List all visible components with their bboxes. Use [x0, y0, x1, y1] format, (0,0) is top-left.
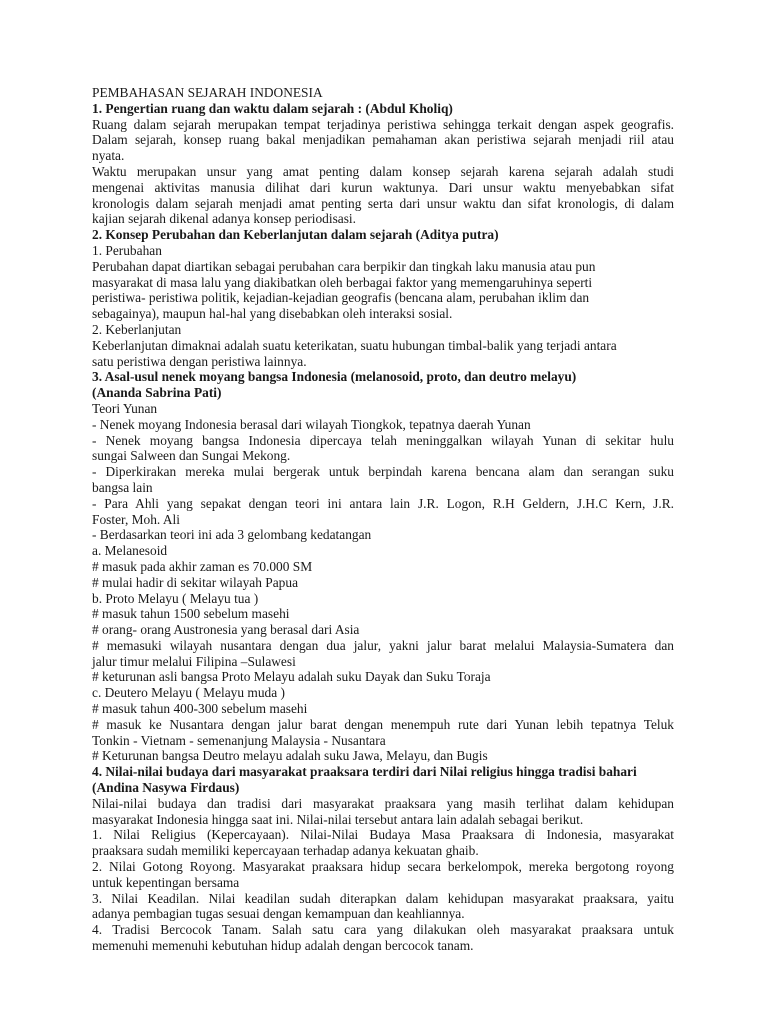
text-line: Nilai-nilai budaya dan tradisi dari masyarakat praaksara yang masih terlihat dalam kehidupan [92, 795, 674, 811]
section-heading-line: (Andina Nasywa Firdaus) [92, 780, 240, 796]
text-line: - Berdasarkan teori ini ada 3 gelombang kedatangan [92, 527, 372, 543]
text-line: Foster, Moh. Ali [92, 511, 180, 527]
text-line: 4. Tradisi Bercocok Tanam. Salah satu cara yang dilakukan oleh masyarakat praaksara untuk [92, 922, 674, 938]
text-line: mengenai aktivitas manusia dilihat dari kurun waktunya. Dari unsur waktu menyebabkan sifat [92, 179, 674, 195]
text-line: satu peristiwa dengan peristiwa lainnya. [92, 353, 307, 369]
text-line: Waktu merupakan unsur yang amat penting dalam konsep sejarah karena sejarah adalah studi [92, 163, 674, 179]
text-line: jalur timur melalui Filipina –Sulawesi [92, 653, 296, 669]
text-line: sebagainya), maupun hal-hal yang disebabkan oleh interaksi sosial. [92, 306, 453, 322]
text-line: # masuk tahun 1500 sebelum masehi [92, 606, 290, 622]
document-body [92, 85, 674, 954]
text-line: a. Melanesoid [92, 543, 168, 559]
text-line: bangsa lain [92, 479, 153, 495]
text-line: nyata. [92, 148, 125, 164]
text-line: - Nenek moyang Indonesia berasal dari wilayah Tiongkok, tepatnya daerah Yunan [92, 416, 531, 432]
text-line: untuk kepentingan bersama [92, 874, 240, 890]
text-line: sungai Salween dan Sungai Mekong. [92, 448, 291, 464]
section-heading-line: 4. Nilai-nilai budaya dari masyarakat praaksara terdiri dari Nilai religius hingga tradisi bahari [92, 764, 637, 780]
document-title: PEMBAHASAN SEJARAH INDONESIA [92, 85, 323, 100]
text-line: b. Proto Melayu ( Melayu tua ) [92, 590, 259, 606]
text-line: Dalam sejarah, konsep ruang bakal menjadikan pemahaman akan peristiwa sejarah menjadi riil atau [92, 132, 674, 148]
text-line: kronologis dalam sejarah menjadi amat penting serta dari unsur waktu dan sifat kronologis, di dalam [92, 195, 674, 211]
text-line: - Para Ahli yang sepakat dengan teori ini antara lain J.R. Logon, R.H Geldern, J.H.C Kern, J.R. [92, 495, 674, 511]
text-line: 1. Nilai Religius (Kepercayaan). Nilai-Nilai Budaya Masa Praaksara di Indonesia, masyarakat [92, 827, 674, 843]
text-line: # keturunan asli bangsa Proto Melayu adalah suku Dayak dan Suku Toraja [92, 669, 491, 685]
section-heading-line: 3. Asal-usul nenek moyang bangsa Indonesia (melanosoid, proto, dan deutro melayu) [92, 369, 577, 385]
text-line: adanya pembagian tugas sesuai dengan kemampuan dan keahliannya. [92, 906, 465, 922]
text-line: Keberlanjutan dimaknai adalah suatu keterikatan, suatu hubungan timbal-balik yang terjadi antara [92, 337, 617, 353]
text-line: # mulai hadir di sekitar wilayah Papua [92, 574, 299, 590]
text-line: 2. Nilai Gotong Royong. Masyarakat praaksara hidup secara berkelompok, mereka bergotong royong [92, 859, 674, 875]
section-heading-line: (Ananda Sabrina Pati) [92, 385, 222, 401]
text-line: Teori Yunan [92, 400, 158, 416]
text-line: 2. Keberlanjutan [92, 321, 182, 337]
text-line: praaksara sudah memiliki kepercayaan terhadap adanya kekuatan ghaib. [92, 843, 479, 859]
section-heading-line: 1. Pengertian ruang dan waktu dalam sejarah : (Abdul Kholiq) [92, 100, 453, 116]
text-line: # masuk ke Nusantara dengan jalur barat dengan menempuh rute dari Yunan lebih tepatnya Teluk [92, 716, 674, 732]
text-line: # orang- orang Austronesia yang berasal dari Asia [92, 622, 360, 638]
text-line: masyarakat Indonesia hingga saat ini. Nilai-nilai tersebut antara lain adalah sebagai berikut. [92, 811, 584, 827]
text-line: # memasuki wilayah nusantara dengan dua jalur, yakni jalur barat melalui Malaysia-Sumatera dan [92, 637, 674, 653]
text-line: # Keturunan bangsa Deutro melayu adalah suku Jawa, Melayu, dan Bugis [92, 748, 488, 764]
text-line: c. Deutero Melayu ( Melayu muda ) [92, 685, 285, 701]
text-line: masyarakat di masa lalu yang diakibatkan oleh berbagai faktor yang memengaruhinya seperti [92, 274, 593, 290]
text-line: memenuhi memenuhi kebutuhan hidup adalah dengan bercocok tanam. [92, 938, 474, 954]
text-line: Tonkin - Vietnam - semenanjung Malaysia - Nusantara [92, 732, 386, 748]
text-line: Perubahan dapat diartikan sebagai perubahan cara berpikir dan tingkah laku manusia atau pun [92, 258, 596, 274]
text-line: 1. Perubahan [92, 242, 162, 258]
document-lines [92, 101, 674, 954]
text-line: - Nenek moyang bangsa Indonesia dipercaya telah meninggalkan wilayah Yunan di sekitar hulu [92, 432, 674, 448]
text-line: Ruang dalam sejarah merupakan tempat terjadinya peristiwa sehingga terkait dengan aspek geografis. [92, 116, 674, 132]
text-line: - Diperkirakan mereka mulai bergerak untuk berpindah karena bencana alam dan serangan suku [92, 464, 674, 480]
text-line: # masuk tahun 400-300 sebelum masehi [92, 701, 308, 717]
section-heading-line: 2. Konsep Perubahan dan Keberlanjutan dalam sejarah (Aditya putra) [92, 227, 499, 243]
text-line: kajian sejarah dikenal adanya konsep periodisasi. [92, 211, 357, 227]
text-line: peristiwa- peristiwa politik, kejadian-kejadian geografis (bencana alam, perubahan iklim dan [92, 290, 590, 306]
text-line: # masuk pada akhir zaman es 70.000 SM [92, 558, 313, 574]
text-line: 3. Nilai Keadilan. Nilai keadilan sudah diterapkan dalam kehidupan masyarakat praaksara, yaitu [92, 890, 674, 906]
